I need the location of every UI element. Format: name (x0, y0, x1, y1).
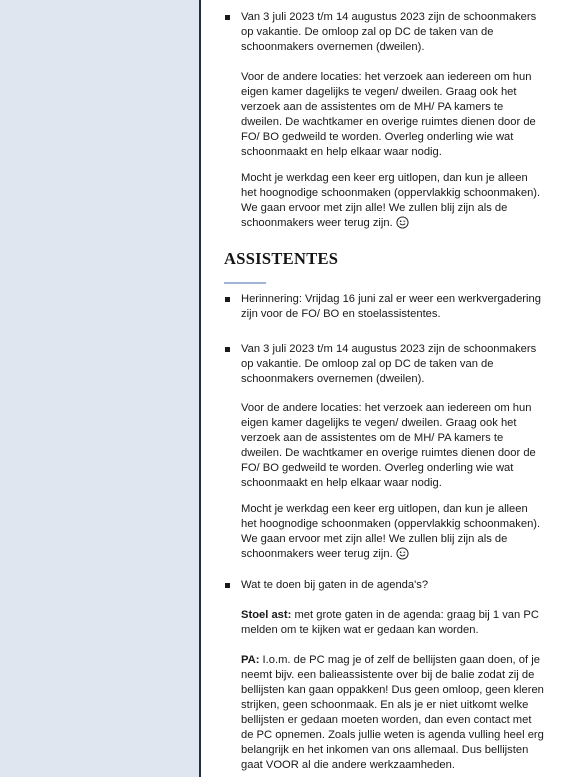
bullet-icon (225, 297, 230, 302)
text-line: belangrijk en het inkomen van ons allemaal. Dus bellijsten (241, 744, 529, 756)
wink-smiley-icon (396, 216, 409, 229)
agenda-gaps-question: Wat te doen bij gaten in de agenda's? (241, 579, 429, 591)
text-line: FO/ BO gedweild te worden. Overleg onderling wie wat (241, 462, 514, 474)
text-line: dweilen. De wachtkamer en overige ruimtes dienen door de (241, 447, 536, 459)
text-line: Mocht je werkdag een keer erg uitlopen, dan kun je alleen (241, 172, 528, 184)
text-line (241, 653, 563, 668)
text-line-content: schoonmakers weer terug zijn. (241, 217, 393, 229)
text-line: bellijsten kan gaan oppakken! Dus geen omloop, geen kleren (241, 684, 544, 696)
text-line: de PC opnemen. Zoals jullie weten is agenda vulling heel erg (241, 729, 544, 741)
text-line: neemt bijv. een balieassistente over bij de balie zodat zij de (241, 669, 535, 681)
text-line: schoonmaakt en help elkaar waar nodig. (241, 146, 442, 158)
text-line: Voor de andere locaties: het verzoek aan iedereen om hun (241, 71, 532, 83)
text-line: We gaan ervoor met zijn alle! We zullen blij zijn als de (241, 533, 508, 545)
section-heading-assistentes: ASSISTENTES (224, 249, 339, 268)
cleaning-notice-1-para2 (241, 70, 563, 160)
text-line: dweilen. De wachtkamer en overige ruimtes dienen door de (241, 116, 536, 128)
text-line: We gaan ervoor met zijn alle! We zullen blij zijn als de (241, 202, 508, 214)
text-line: schoonmaakt en help elkaar waar nodig. (241, 477, 442, 489)
text-line-content: schoonmakers weer terug zijn. (241, 548, 393, 560)
heading-underline (224, 282, 266, 284)
text-line: eigen kamer dagelijks te vegen/ dweilen. Graag ook het (241, 86, 517, 98)
text-line: Herinnering: Vrijdag 16 juni zal er weer een werkvergadering (241, 293, 541, 305)
text-line (241, 547, 563, 562)
cleaning-notice-2-para2 (241, 401, 563, 491)
text-line: Van 3 juli 2023 t/m 14 augustus 2023 zijn de schoonmakers (241, 11, 537, 23)
pa-paragraph (241, 653, 563, 773)
text-line: bellijsten er gedaan moeten worden, dan even contact met (241, 714, 532, 726)
stoel-ast-label: Stoel ast: (241, 609, 292, 621)
text-line: het hoognodige schoonmaken (oppervlakkig schoonmaken). (241, 518, 541, 530)
text-line-content: I.o.m. de PC mag je of zelf de bellijsten gaan doen, of je (262, 654, 540, 666)
bullet-icon (225, 347, 230, 352)
text-line: verzoek aan de assistentes om de MH/ PA kamers te (241, 101, 504, 113)
text-line: melden om te kijken wat er gedaan kan worden. (241, 624, 479, 636)
text-line: Van 3 juli 2023 t/m 14 augustus 2023 zijn de schoonmakers (241, 343, 537, 355)
cleaning-notice-2-para3 (241, 502, 563, 562)
text-line: het hoognodige schoonmaken (oppervlakkig schoonmaken). (241, 187, 541, 199)
text-line: schoonmakers overnemen (dweilen). (241, 41, 425, 53)
text-line: FO/ BO gedweild te worden. Overleg onderling wie wat (241, 131, 514, 143)
text-line: strijken, geen schoonmaak. En als je er niet uitkomt welke (241, 699, 529, 711)
pa-label: PA: (241, 654, 260, 666)
cleaning-notice-1 (241, 10, 563, 55)
bullet-icon (225, 15, 230, 20)
text-line: gaat VOOR al die andere werkzaamheden. (241, 759, 455, 771)
wink-smiley-icon (396, 547, 409, 560)
text-line: Voor de andere locaties: het verzoek aan iedereen om hun (241, 402, 532, 414)
text-line-content: met grote gaten in de agenda: graag bij 1 van PC (294, 609, 539, 621)
stoel-ast-paragraph (241, 608, 563, 638)
text-line: eigen kamer dagelijks te vegen/ dweilen. Graag ook het (241, 417, 517, 429)
text-line: Mocht je werkdag een keer erg uitlopen, dan kun je alleen (241, 503, 528, 515)
text-line: op vakantie. De omloop zal op DC de taken van de (241, 26, 494, 38)
bullet-icon (225, 583, 230, 588)
left-sidebar-panel (0, 0, 199, 777)
text-line: op vakantie. De omloop zal op DC de taken van de (241, 358, 494, 370)
text-line (241, 608, 563, 623)
cleaning-notice-2 (241, 342, 563, 387)
text-line: zijn voor de FO/ BO en stoelassistentes. (241, 308, 441, 320)
cleaning-notice-1-para3 (241, 171, 563, 231)
text-line: verzoek aan de assistentes om de MH/ PA kamers te (241, 432, 504, 444)
text-line: schoonmakers overnemen (dweilen). (241, 373, 425, 385)
document-content (201, 0, 566, 777)
text-line (241, 216, 563, 231)
reminder-item (241, 292, 563, 322)
